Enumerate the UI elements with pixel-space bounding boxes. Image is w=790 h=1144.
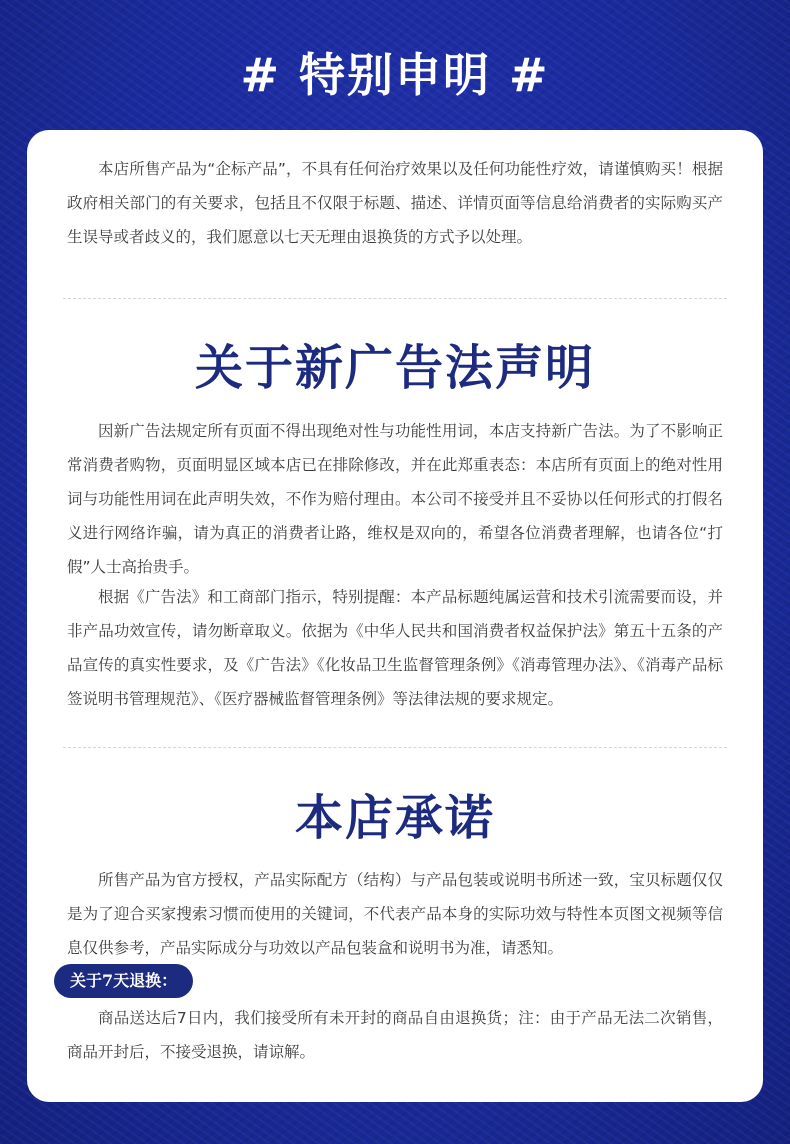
section-divider [63,747,727,748]
statement-card [27,130,763,1102]
commitment-title: 本店承诺 [294,790,495,846]
return-policy-badge: 关于7天退换： [54,964,193,998]
page-title: # 特别申明 # [240,48,550,102]
ad-law-title: 关于新广告法声明 [194,340,595,396]
section-divider [63,298,727,299]
ad-law-paragraph-2: 根据《广告法》和工商部门指示，特别提醒：本产品标题纯属运营和技术引流需要而设，并非产品功效宣传，请勿断章取义。依据为《中华人民共和国消费者权益保护法》第五十五条的产品宣传的真实性要求，及《广告法》《化妆品卫生监督管理条例》《消毒管理办法》、《消毒产品标签说明书管理规范》、《医疗器械监督管理条例》等法律法规的要求规定。 [67,588,723,708]
commitment-paragraph: 所售产品为官方授权，产品实际配方（结构）与产品包装或说明书所述一致，宝贝标题仅仅是为了迎合买家搜索习惯而使用的关键词，不代表产品本身的实际功效与特性本页图文视频等信息仅供参考，产品实际成分与功效以产品包装盒和说明书为准，请悉知。 [67,871,723,957]
return-policy-paragraph: 商品送达后7日内，我们接受所有未开封的商品自由退换货；注：由于产品无法二次销售，商品开封后，不接受退换，请谅解。 [67,1009,723,1061]
special-notice-paragraph: 本店所售产品为“企标产品”，不具有任何治疗效果以及任何功能性疗效，请谨慎购买！根据政府相关部门的有关要求，包括且不仅限于标题、描述、详情页面等信息给消费者的实际购买产生误导或者歧义的，我们愿意以七天无理由退换货的方式予以处理。 [67,160,723,246]
ad-law-paragraph-1: 因新广告法规定所有页面不得出现绝对性与功能性用词，本店支持新广告法。为了不影响正常消费者购物，页面明显区域本店已在排除修改，并在此郑重表态：本店所有页面上的绝对性用词与功能性用词在此声明失效，不作为赔付理由。本公司不接受并且不妥协以任何形式的打假名义进行网络诈骗，请为真正的消费者让路，维权是双向的，希望各位消费者理解，也请各位“打假”人士高抬贵手。 [67,422,723,576]
